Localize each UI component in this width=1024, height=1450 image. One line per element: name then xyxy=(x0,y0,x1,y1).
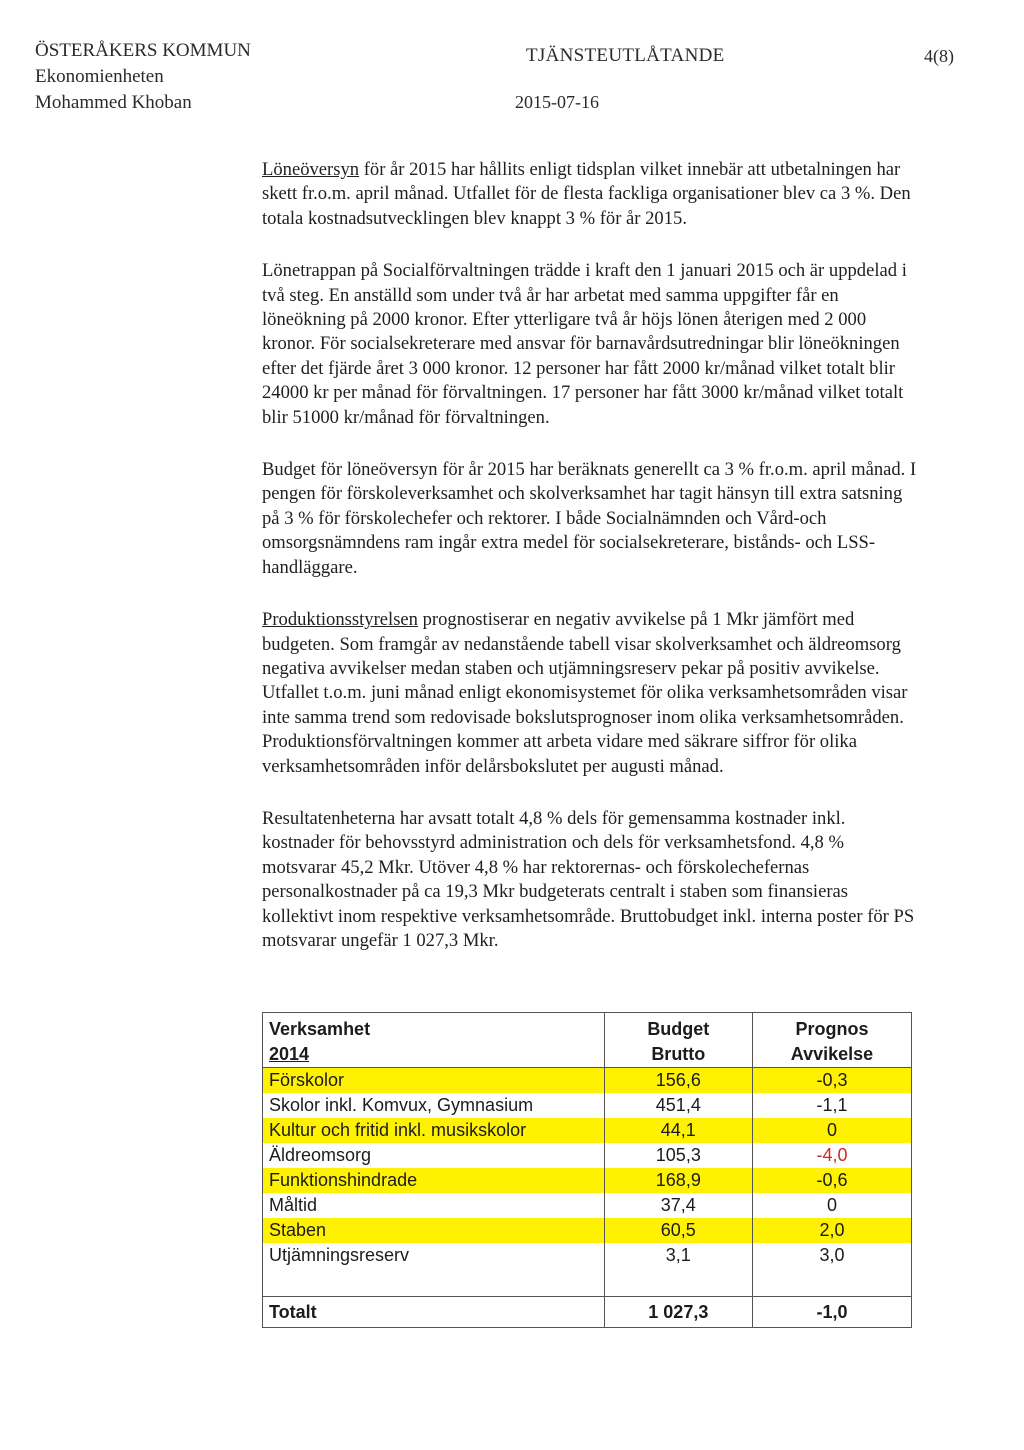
paragraph-loneoversyn-text: för år 2015 har hållits enligt tidsplan vilket innebär att utbetalningen har skett fr.o.m. april månad. Utfallet för de flesta fackliga organisationer blev ca 3 %. Den totala kostnadsutvecklingen blev knappt 3 % för år 2015. xyxy=(262,159,911,229)
document-date: 2015-07-16 xyxy=(515,92,599,112)
page-number: 4(8) xyxy=(924,46,954,66)
paragraph-resultatenheterna: Resultatenheterna har avsatt totalt 4,8 % dels för gemensamma kostnader inkl. kostnader för behovsstyrd administration och dels för verksamhetsfond. 4,8 % motsvarar 45,2 Mkr. Utöver 4,8 % har rektorernas- och förskolechefernas personalkostnader på ca 19,3 Mkr budgeterats centralt i staben som finansieras kollektivt inom respektive verksamhetsområde. Bruttobudget inkl. interna poster för PS motsvarar ungefär 1 027,3 Mkr. xyxy=(262,807,915,951)
row-prognos: 2,0 xyxy=(753,1218,912,1243)
paragraph-produktionsstyrelsen-text: prognostiserar en negativ avvikelse på 1 Mkr jämfört med budgeten. Som framgår av nedanstående tabell visar skolverksamhet och äldreomsorg negativa avvikelser medan staben och utjämningsreserv pekar på positiv avvikelse. Utfallet t.o.m. juni månad enligt ekonomisystemet för olika verksamhetsområden visar inte samma trend som redovisade bokslutsprognoser inom olika verksamhetsområden. Produktionsförvaltningen kommer att arbeta vidare med säkrare siffror för olika verksamhetsområden inför delårsbokslutet per augusti månad. xyxy=(262,609,908,777)
paragraph-lonetrappan: Lönetrappan på Socialförvaltningen trädde i kraft den 1 januari 2015 och är uppdelad i två steg. En anställd som under två år har arbetat med samma uppgifter får en löneökning på 2000 kronor. Efter ytterligare två år höjs lönen återigen med 2 000 kronor. För socialsekreterare med ansvar för barnavårdsutredningar blir löneökningen efter det fjärde året 3 000 kronor. 12 personer har fått 2000 kr/månad vilket totalt blir 24000 kr per månad för förvaltningen. 17 personer har fått 3000 kr/månad vilket totalt blir 51000 kr/månad för förvaltningen. xyxy=(262,260,907,428)
row-name: Funktionshindrade xyxy=(263,1168,605,1193)
term-produktionsstyrelsen: Produktionsstyrelsen xyxy=(262,609,418,631)
author-name: Mohammed Khoban xyxy=(35,92,192,113)
row-name: Måltid xyxy=(263,1193,605,1218)
row-prognos: 3,0 xyxy=(819,1245,845,1265)
table-row xyxy=(263,1068,912,1094)
table-row xyxy=(263,1168,912,1193)
org-name: ÖSTERÅKERS KOMMUN xyxy=(35,40,251,61)
row-prognos: -0,6 xyxy=(753,1168,912,1193)
document-header-left xyxy=(35,38,251,116)
col-header-verksamhet: Verksamhet xyxy=(263,1013,605,1043)
document-body xyxy=(262,158,922,953)
table-row xyxy=(263,1193,912,1218)
table-row xyxy=(263,1243,912,1268)
table-row xyxy=(263,1093,912,1118)
row-prognos: 0 xyxy=(753,1118,912,1143)
row-budget: 3,1 xyxy=(604,1243,752,1268)
department-name: Ekonomienheten xyxy=(35,66,164,87)
col-header-avvikelse: Avvikelse xyxy=(790,1044,874,1064)
row-name: Kultur och fritid inkl. musikskolor xyxy=(263,1118,605,1143)
row-prognos: -4,0 xyxy=(816,1145,848,1165)
term-loneoversyn: Löneöversyn xyxy=(262,159,360,180)
row-budget: 168,9 xyxy=(604,1168,752,1193)
row-budget: 156,6 xyxy=(604,1068,752,1094)
row-name: Utjämningsreserv xyxy=(263,1243,605,1268)
row-prognos: 0 xyxy=(826,1195,837,1215)
budget-table xyxy=(262,1012,912,1328)
total-budget: 1 027,3 xyxy=(604,1297,752,1328)
row-prognos: -0,3 xyxy=(753,1068,912,1094)
row-name: Äldreomsorg xyxy=(263,1143,605,1168)
row-prognos: -1,1 xyxy=(816,1095,848,1115)
total-label: Totalt xyxy=(263,1297,605,1328)
row-name: Förskolor xyxy=(263,1068,605,1094)
table-spacer-row xyxy=(263,1268,912,1297)
row-budget: 60,5 xyxy=(604,1218,752,1243)
paragraph-budget-loneoversyn: Budget för löneöversyn för år 2015 har beräknats generellt ca 3 % fr.o.m. april månad. I pengen för förskoleverksamhet och skolverksamhet har tagit hänsyn till extra satsning på 3 % för förskolechefer och rektorer. I både Socialnämnden och Vård-och omsorgsnämndens ram ingår extra medel för socialsekreterare, bistånds- och LSS-handläggare. xyxy=(262,459,917,578)
document-type: TJÄNSTEUTLÅTANDE xyxy=(526,45,725,66)
table-row xyxy=(263,1118,912,1143)
col-header-prognos: Prognos xyxy=(795,1019,869,1039)
row-budget: 105,3 xyxy=(604,1143,752,1168)
row-budget: 44,1 xyxy=(604,1118,752,1143)
table-row xyxy=(263,1143,912,1168)
col-header-budget: Budget xyxy=(604,1013,752,1043)
row-name: Skolor inkl. Komvux, Gymnasium xyxy=(263,1093,605,1118)
table-total-row xyxy=(263,1297,912,1328)
paragraph-loneoversyn xyxy=(262,158,922,231)
row-budget: 451,4 xyxy=(604,1093,752,1118)
total-prognos: -1,0 xyxy=(753,1297,912,1328)
table-row xyxy=(263,1218,912,1243)
col-header-year: 2014 xyxy=(263,1042,605,1068)
col-header-brutto: Brutto xyxy=(604,1042,752,1068)
paragraph-produktionsstyrelsen xyxy=(262,608,922,779)
row-name: Staben xyxy=(263,1218,605,1243)
row-budget: 37,4 xyxy=(604,1193,752,1218)
